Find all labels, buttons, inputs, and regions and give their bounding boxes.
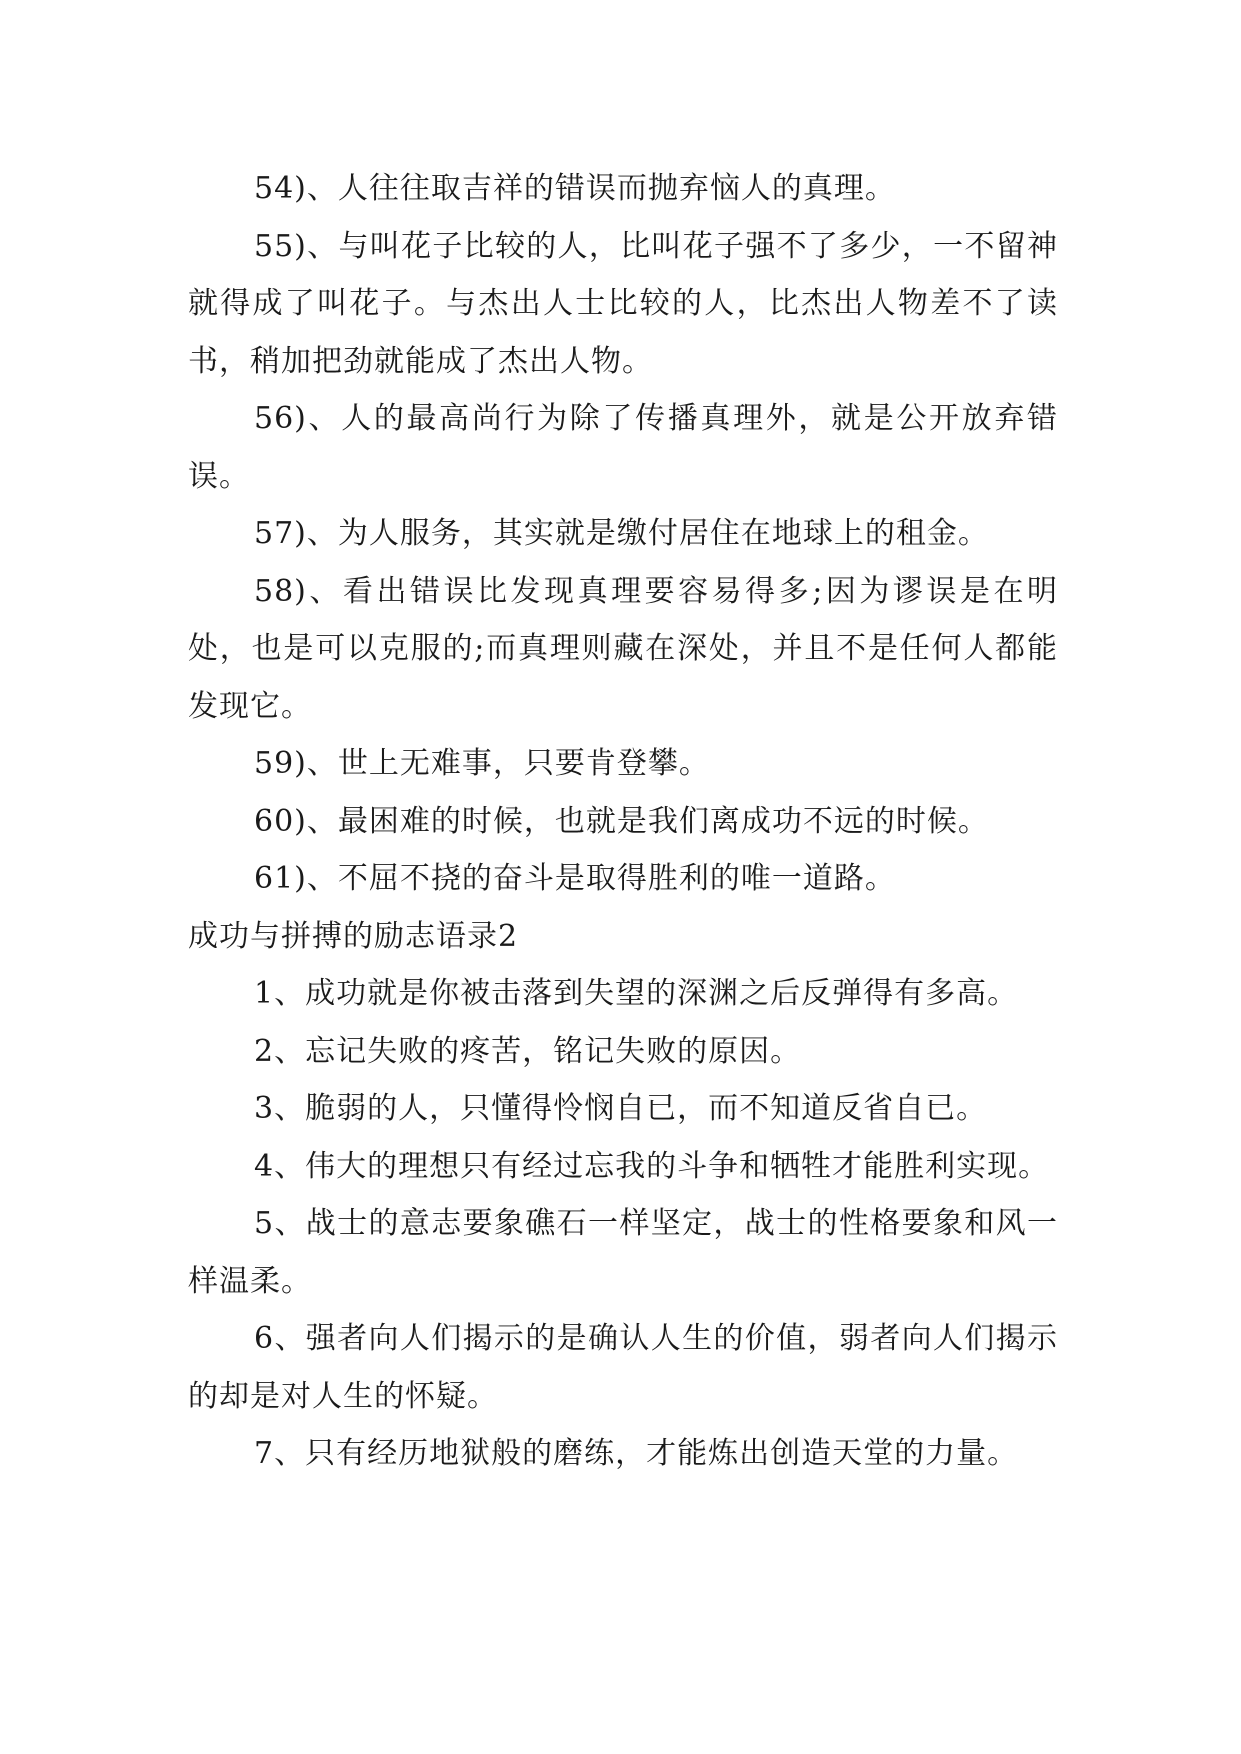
document-body	[188, 160, 1058, 1483]
quote-paragraph: 5、战士的意志要象礁石一样坚定，战士的性格要象和风一样温柔。	[188, 1206, 1058, 1299]
section-heading: 成功与拼搏的励志语录2	[188, 918, 519, 954]
quote-paragraph: 7、只有经历地狱般的磨练，才能炼出创造天堂的力量。	[254, 1436, 1019, 1471]
quote-paragraph: 58)、看出错误比发现真理要容易得多;因为谬误是在明处，也是可以克服的;而真理则藏在深处，并且不是任何人都能发现它。	[188, 573, 1058, 724]
quote-paragraph: 57)、为人服务，其实就是缴付居住在地球上的租金。	[254, 516, 989, 551]
quote-paragraph: 6、强者向人们揭示的是确认人生的价值，弱者向人们揭示的却是对人生的怀疑。	[188, 1321, 1058, 1414]
quote-paragraph: 56)、人的最高尚行为除了传播真理外，就是公开放弃错误。	[188, 401, 1058, 494]
quote-paragraph: 60)、最困难的时候，也就是我们离成功不远的时候。	[254, 803, 989, 839]
quote-paragraph: 54)、人往往取吉祥的错误而抛弃恼人的真理。	[254, 171, 896, 206]
quote-paragraph: 2、忘记失败的疼苦，铭记失败的原因。	[254, 1033, 802, 1069]
quote-paragraph: 55)、与叫花子比较的人，比叫花子强不了多少，一不留神就得成了叫花子。与杰出人士比较的人，比杰出人物差不了读书，稍加把劲就能成了杰出人物。	[188, 228, 1058, 379]
quote-paragraph: 59)、世上无难事，只要肯登攀。	[254, 746, 710, 781]
quote-paragraph: 1、成功就是你被击落到失望的深渊之后反弹得有多高。	[254, 976, 1019, 1011]
quote-paragraph: 61)、不屈不挠的奋斗是取得胜利的唯一道路。	[254, 861, 896, 896]
quote-paragraph: 3、脆弱的人，只懂得怜悯自已，而不知道反省自已。	[254, 1091, 988, 1126]
quote-paragraph: 4、伟大的理想只有经过忘我的斗争和牺牲才能胜利实现。	[254, 1148, 1050, 1184]
